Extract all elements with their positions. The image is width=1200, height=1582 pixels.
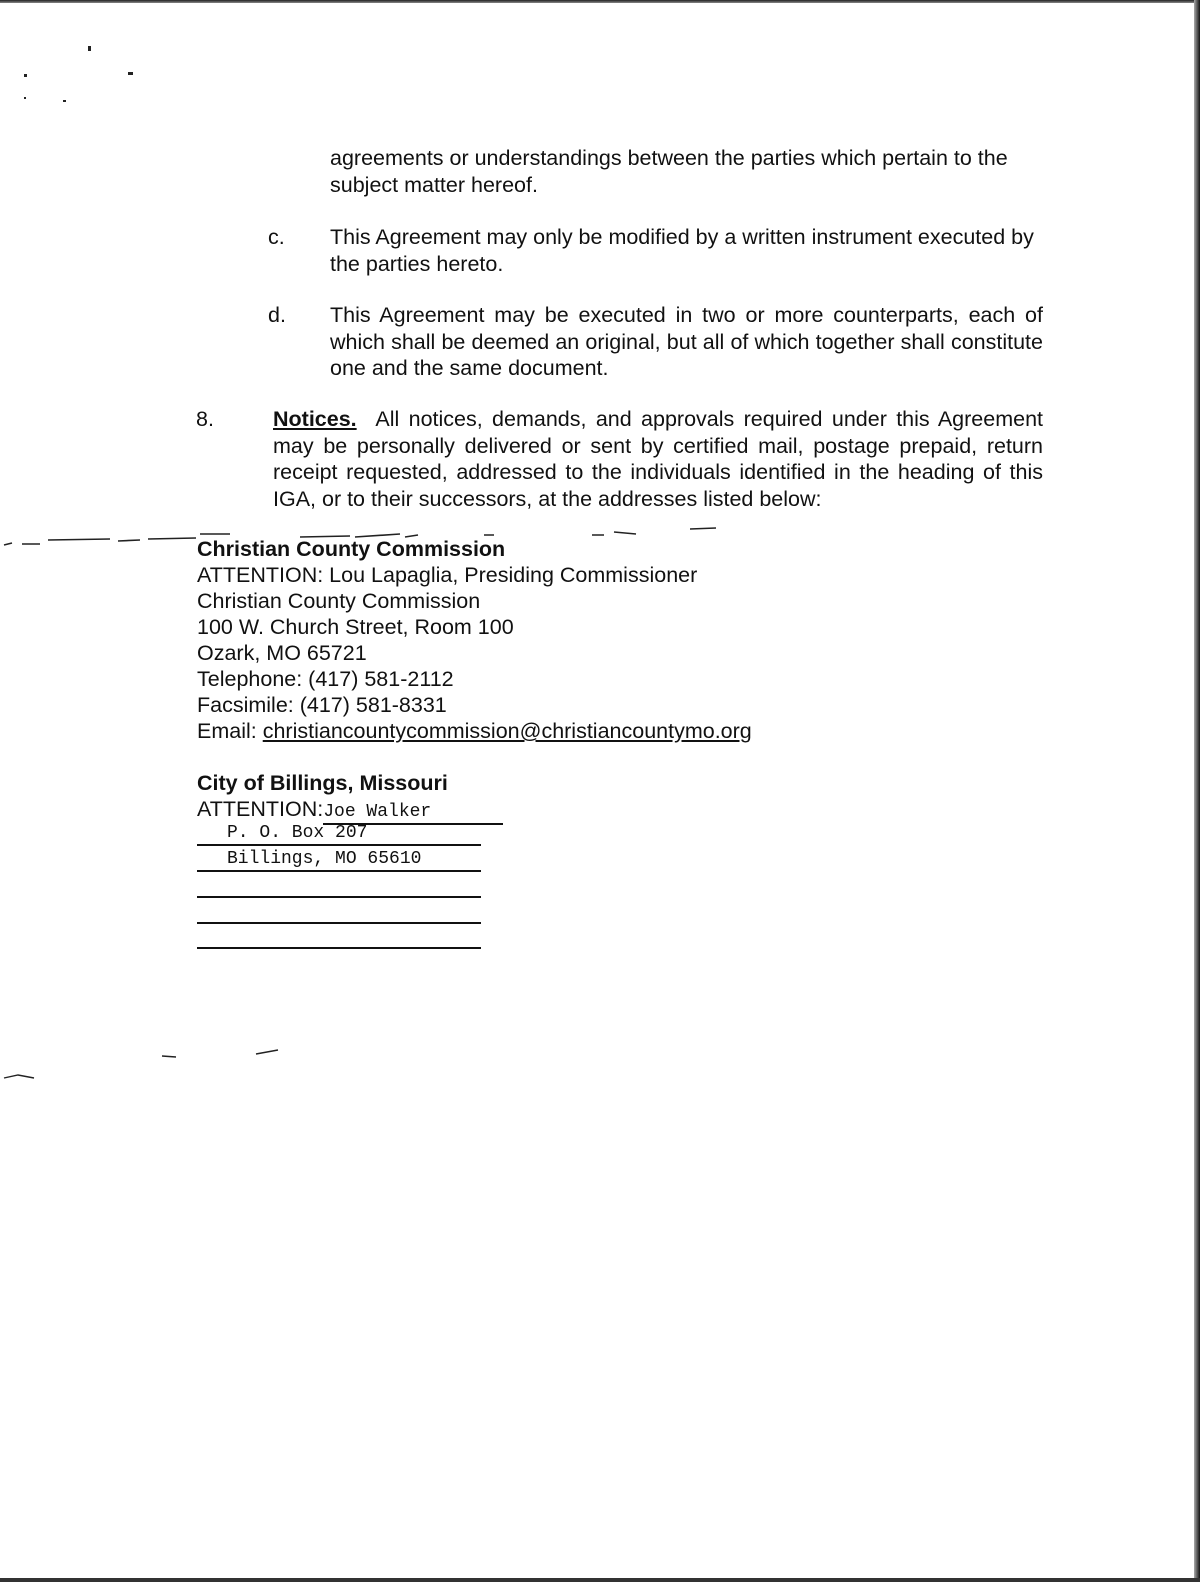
county-telephone: Telephone: (417) 581-2112 (197, 667, 454, 691)
city-address-lines (197, 822, 481, 872)
blank-address-line (197, 896, 481, 898)
county-email-line (197, 718, 752, 744)
clause-text: This Agreement may be executed in two or more counterparts, each of which shall be deemed an original, but all of which together shall constitute one and the same document. (330, 303, 1043, 380)
city-attention-name: Joe Walker (323, 802, 432, 822)
city-address-line2 (197, 848, 481, 872)
email-label: Email: (197, 719, 257, 743)
city-city-state-zip: Billings, MO 65610 (227, 849, 422, 869)
scan-dash-artifacts-lower (0, 1040, 300, 1090)
clause-marker: c. (268, 225, 285, 249)
section-text (273, 406, 1043, 512)
county-attention: ATTENTION: Lou Lapaglia, Presiding Commissioner (197, 563, 698, 587)
county-title: Christian County Commission (197, 537, 506, 561)
county-address-block (197, 536, 752, 744)
scan-edge-top (0, 0, 1200, 3)
county-facsimile: Facsimile: (417) 581-8331 (197, 693, 447, 717)
section-body: All notices, demands, and approvals required under this Agreement may be personally delivered or sent by certified mail, postage prepaid, return receipt requested, addressed to the individuals identified in the heading of this IGA, or to their successors, at the addresses listed below: (273, 407, 1043, 511)
city-title: City of Billings, Missouri (197, 771, 448, 795)
attention-label: ATTENTION: (197, 797, 324, 821)
blank-address-line (197, 947, 481, 949)
city-address-block (197, 770, 503, 825)
county-org: Christian County Commission (197, 589, 481, 613)
scan-speck (24, 97, 26, 99)
section-number: 8. (196, 407, 214, 431)
scan-speck (128, 72, 133, 75)
blank-address-line (197, 922, 481, 924)
county-street: 100 W. Church Street, Room 100 (197, 615, 514, 639)
scan-speck (88, 46, 91, 51)
scan-speck (63, 100, 66, 102)
scan-edge-bottom (0, 1578, 1200, 1582)
clause-text: This Agreement may only be modified by a written instrument executed by the parties hereto. (330, 225, 1034, 276)
scan-edge-right (1194, 0, 1200, 1582)
county-email-link[interactable]: christiancountycommission@christiancountymo.org (262, 719, 752, 743)
section-heading: Notices. (273, 407, 357, 431)
continuation-paragraph: agreements or understandings between the parties which pertain to the subject matter hereof. (330, 146, 1008, 197)
city-address-line1 (197, 822, 481, 846)
city-po-box: P. O. Box 207 (227, 823, 368, 843)
clause-marker: d. (268, 303, 286, 327)
county-city: Ozark, MO 65721 (197, 641, 367, 665)
scan-speck (24, 74, 27, 77)
city-attention-line (197, 796, 503, 825)
